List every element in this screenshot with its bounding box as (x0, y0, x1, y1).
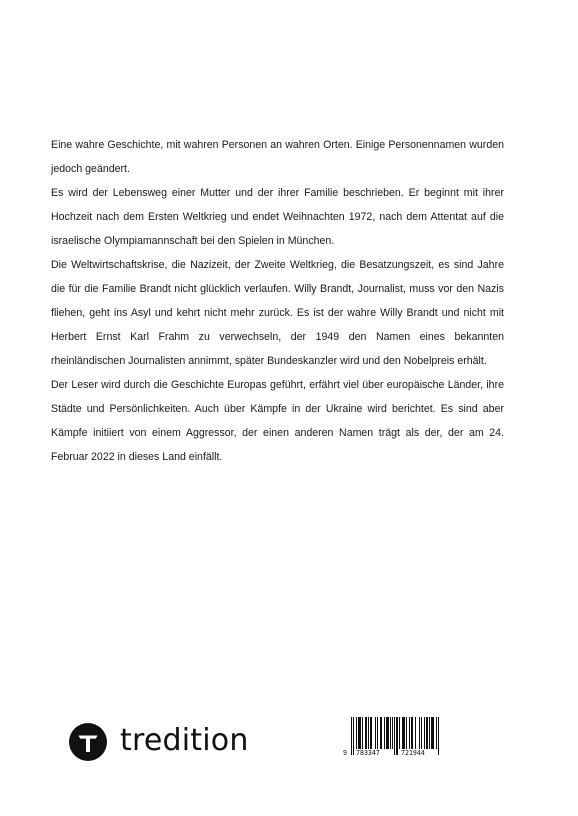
barcode-bar (421, 717, 422, 749)
barcode-bar (362, 717, 363, 749)
barcode-bar (431, 717, 434, 749)
barcode-bar (399, 717, 400, 749)
barcode-bar (411, 717, 413, 749)
back-cover-blurb (51, 133, 504, 469)
barcode-bar (380, 717, 382, 749)
barcode-bar (438, 717, 439, 755)
isbn-barcode (343, 717, 449, 757)
barcode-bar (436, 717, 437, 749)
barcode-bar (370, 717, 372, 749)
barcode-bar (429, 717, 430, 749)
barcode-bar (415, 717, 416, 749)
barcode-digits-right: 721944 (401, 749, 425, 757)
barcode-bar (377, 717, 378, 749)
blurb-paragraph: Der Leser wird durch die Geschichte Europas geführt, erfährt viel über europäische Länder, ihre Städte und Persönlichkeiten. Auch über Kämpfe in der Ukraine wird berichtet. Es sind aber Kämpfe initiiert von einem Aggressor, der einen anderen Namen trägt als der, der am 24. Februar 2022 in dieses Land einfällt. (51, 379, 504, 463)
barcode-bar (358, 717, 361, 749)
barcode-bar (375, 717, 376, 749)
barcode-bar (390, 717, 391, 749)
barcode-bar (384, 717, 385, 749)
publisher-logo (69, 722, 249, 762)
barcode-bar (365, 717, 367, 749)
barcode-bar (394, 717, 395, 755)
barcode-bar (419, 717, 420, 749)
barcode-bar (356, 717, 357, 749)
barcode-bar (426, 717, 428, 749)
barcode-bar (409, 717, 410, 749)
tredition-logo-icon (69, 723, 107, 761)
barcode-bar (351, 717, 352, 755)
barcode-digit-prefix: 9 (343, 749, 347, 757)
barcode-bar (386, 717, 389, 749)
barcode-digits-left: 783347 (356, 749, 380, 757)
blurb-paragraph: Die Weltwirtschaftskrise, die Nazizeit, der Zweite Weltkrieg, die Besatzungszeit, es sind Jahre die für die Familie Brandt nicht glücklich verlaufen. Willy Brandt, Journalist, muss vor den Nazis fliehen, geht ins Asyl und kehrt nicht mehr zurück. Es ist der wahre Willy Brandt und nicht mit Herbert Ernst Karl Frahm zu verwechseln, der 1949 den Namen eines bekannten rheinländischen Journalisten annimmt, später Bundeskanzler wird und den Nobelpreis erhält. (51, 259, 504, 367)
barcode-bar (353, 717, 354, 755)
barcode-bar (368, 717, 369, 749)
barcode-bar (392, 717, 393, 749)
blurb-paragraph: Eine wahre Geschichte, mit wahren Personen an wahren Orten. Einige Personennamen wurden jedoch geändert. (51, 139, 504, 175)
blurb-paragraph: Es wird der Lebensweg einer Mutter und der ihrer Familie beschrieben. Er beginnt mit ihrer Hochzeit nach dem Ersten Weltkrieg und endet Weihnachten 1972, nach dem Attentat auf die israelische Olympiamannschaft bei den Spielen in München. (51, 187, 504, 247)
barcode-bar (424, 717, 425, 749)
barcode-bar (396, 717, 398, 755)
barcode-bar (406, 717, 407, 749)
barcode-bar (402, 717, 405, 749)
publisher-name: tredition (120, 723, 249, 758)
